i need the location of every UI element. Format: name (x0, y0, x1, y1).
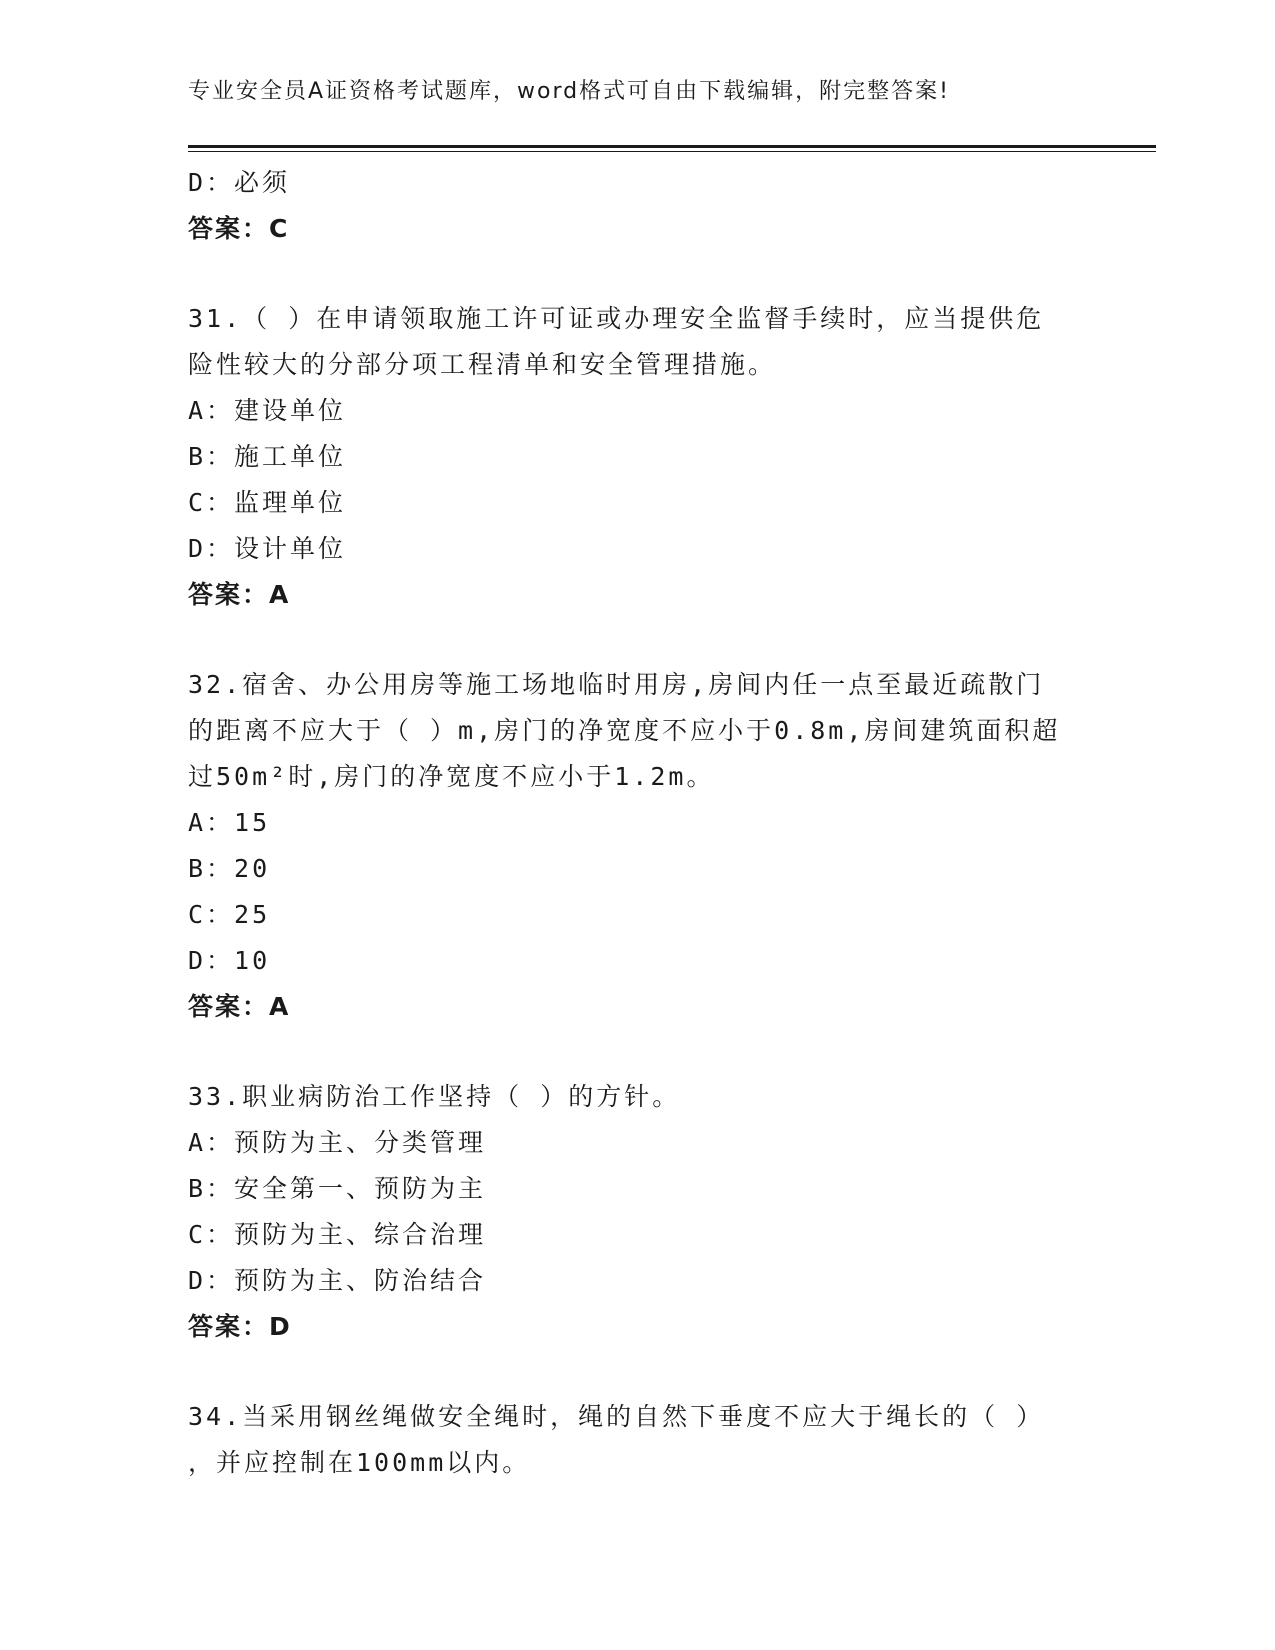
option-c: C：25 (188, 900, 271, 929)
option-d: D：预防为主、防治结合 (188, 1266, 487, 1295)
question-stem-line: 险性较大的分部分项工程清单和安全管理措施。 (188, 350, 777, 379)
question-stem-line: 31.（ ）在申请领取施工许可证或办理安全监督手续时，应当提供危 (188, 304, 1045, 333)
question-33 (188, 1074, 1088, 1350)
answer-line: 答案：C (188, 214, 290, 243)
option-b: B：施工单位 (188, 442, 347, 471)
answer-line: 答案：A (188, 992, 291, 1021)
question-stem-line: 过50m²时,房门的净宽度不应小于1.2m。 (188, 762, 715, 791)
question-34 (188, 1394, 1088, 1486)
option-d: D：必须 (188, 168, 291, 197)
question-stem-line: 32.宿舍、办公用房等施工场地临时用房,房间内任一点至最近疏散门 (188, 670, 1045, 699)
question-stem-line: ，并应控制在100mm以内。 (188, 1448, 531, 1477)
option-a: A：15 (188, 808, 271, 837)
question-stem-line: 的距离不应大于（ ）m,房门的净宽度不应小于0.8m,房间建筑面积超 (188, 716, 1061, 745)
question-stem-line: 34.当采用钢丝绳做安全绳时，绳的自然下垂度不应大于绳长的（ ） (188, 1402, 1045, 1431)
prev-question-tail (188, 160, 1088, 252)
question-content (188, 160, 1088, 1486)
option-b: B：安全第一、预防为主 (188, 1174, 487, 1203)
question-stem-line: 33.职业病防治工作坚持（ ）的方针。 (188, 1082, 681, 1111)
answer-line: 答案：D (188, 1312, 292, 1341)
answer-line: 答案：A (188, 580, 291, 609)
option-c: C：监理单位 (188, 488, 347, 517)
page-header: 专业安全员A证资格考试题库，word格式可自由下载编辑，附完整答案! (188, 79, 950, 104)
header-rule-thin (188, 151, 1156, 152)
option-c: C：预防为主、综合治理 (188, 1220, 487, 1249)
option-a: A：建设单位 (188, 396, 347, 425)
option-b: B：20 (188, 854, 271, 883)
option-a: A：预防为主、分类管理 (188, 1128, 487, 1157)
option-d: D：设计单位 (188, 534, 347, 563)
header-rule-thick (188, 145, 1156, 148)
question-32 (188, 662, 1088, 1030)
question-31 (188, 296, 1088, 618)
option-d: D：10 (188, 946, 271, 975)
